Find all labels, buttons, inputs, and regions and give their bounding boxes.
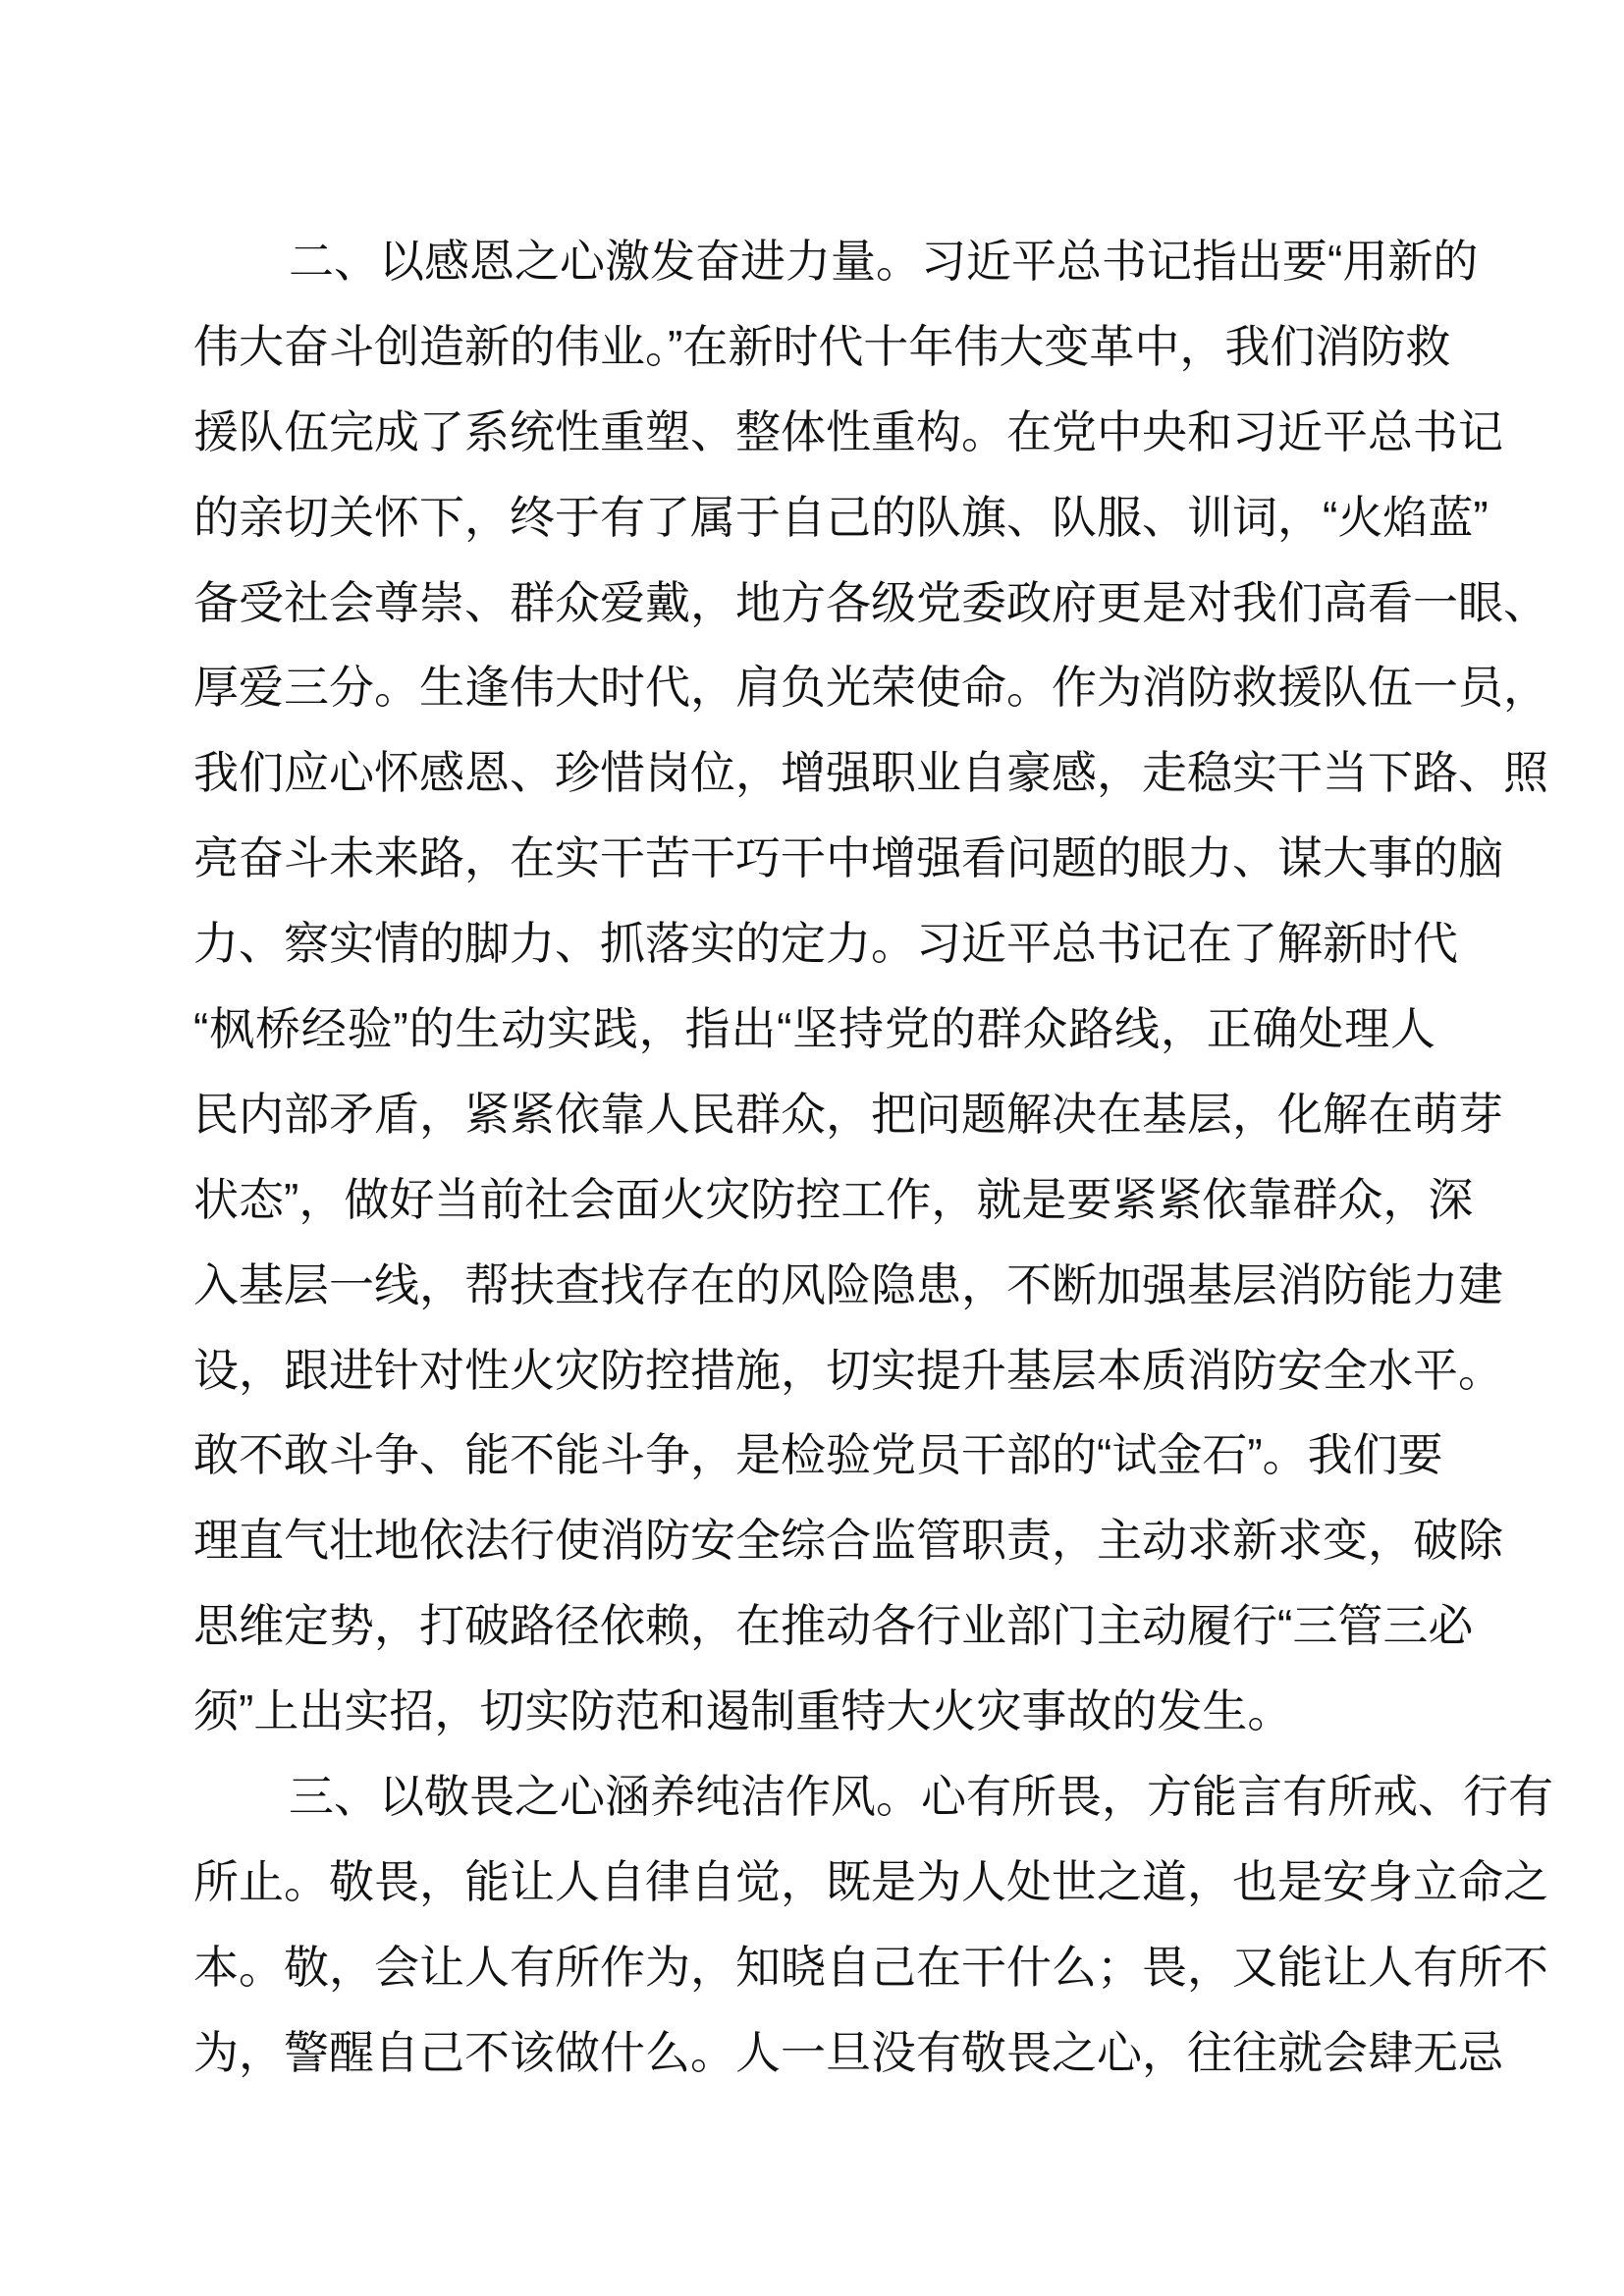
text-line: 力、察实情的脚力、抓落实的定力。习近平总书记在了解新时代 (193, 918, 1458, 970)
text-line: 民内部矛盾，紧紧依靠人民群众，把问题解决在基层，化解在萌芽 (193, 1088, 1503, 1140)
paragraph (193, 1754, 1553, 2096)
text-line: 敢不敢斗争、能不能斗争，是检验党员干部的“试金石”。我们要 (193, 1429, 1443, 1481)
text-line: 二、以感恩之心激发奋进力量。习近平总书记指出要“用新的 (289, 236, 1479, 287)
paragraph (193, 219, 1548, 1754)
text-line: 为，警醒自己不该做什么。人一旦没有敬畏之心，往往就会肆无忌 (193, 2026, 1503, 2078)
text-line: “枫桥经验”的生动实践，指出“坚持党的群众路线，正确处理人 (193, 1003, 1435, 1055)
text-line: 设，跟进针对性火灾防控措施，切实提升基层本质消防安全水平。 (193, 1344, 1503, 1396)
text-line: 思维定势，打破路径依赖，在推动各行业部门主动履行“三管三必 (193, 1600, 1474, 1652)
text-line: 须”上出实招，切实防范和遏制重特大火灾事故的发生。 (193, 1685, 1293, 1737)
text-line: 状态”，做好当前社会面火灾防控工作，就是要紧紧依靠群众，深 (193, 1173, 1474, 1225)
text-line: 我们应心怀感恩、珍惜岗位，增强职业自豪感，走稳实干当下路、照 (193, 747, 1548, 799)
text-line: 理直气壮地依法行使消防安全综合监管职责，主动求新求变，破除 (193, 1515, 1503, 1567)
text-line: 援队伍完成了系统性重塑、整体性重构。在党中央和习近平总书记 (193, 405, 1503, 457)
text-line: 亮奋斗未来路，在实干苦干巧干中增强看问题的眼力、谋大事的脑 (193, 832, 1503, 884)
text-line: 备受社会尊崇、群众爱戴，地方各级党委政府更是对我们高看一眼、 (193, 576, 1548, 628)
text-line: 伟大奋斗创造新的伟业。”在新时代十年伟大变革中，我们消防救 (193, 320, 1451, 372)
text-line: 的亲切关怀下，终于有了属于自己的队旗、队服、训词，“火焰蓝” (193, 491, 1489, 543)
text-line: 厚爱三分。生逢伟大时代，肩负光荣使命。作为消防救援队伍一员， (193, 662, 1548, 714)
text-line: 入基层一线，帮扶查找存在的风险隐患，不断加强基层消防能力建 (193, 1258, 1503, 1310)
text-line: 本。敬，会让人有所作为，知晓自己在干什么；畏，又能让人有所不 (193, 1941, 1548, 1993)
document-page (193, 219, 1553, 2096)
text-line: 三、以敬畏之心涵养纯洁作风。心有所畏，方能言有所戒、行有 (289, 1771, 1553, 1823)
text-line: 所止。敬畏，能让人自律自觉，既是为人处世之道，也是安身立命之 (193, 1855, 1548, 1907)
